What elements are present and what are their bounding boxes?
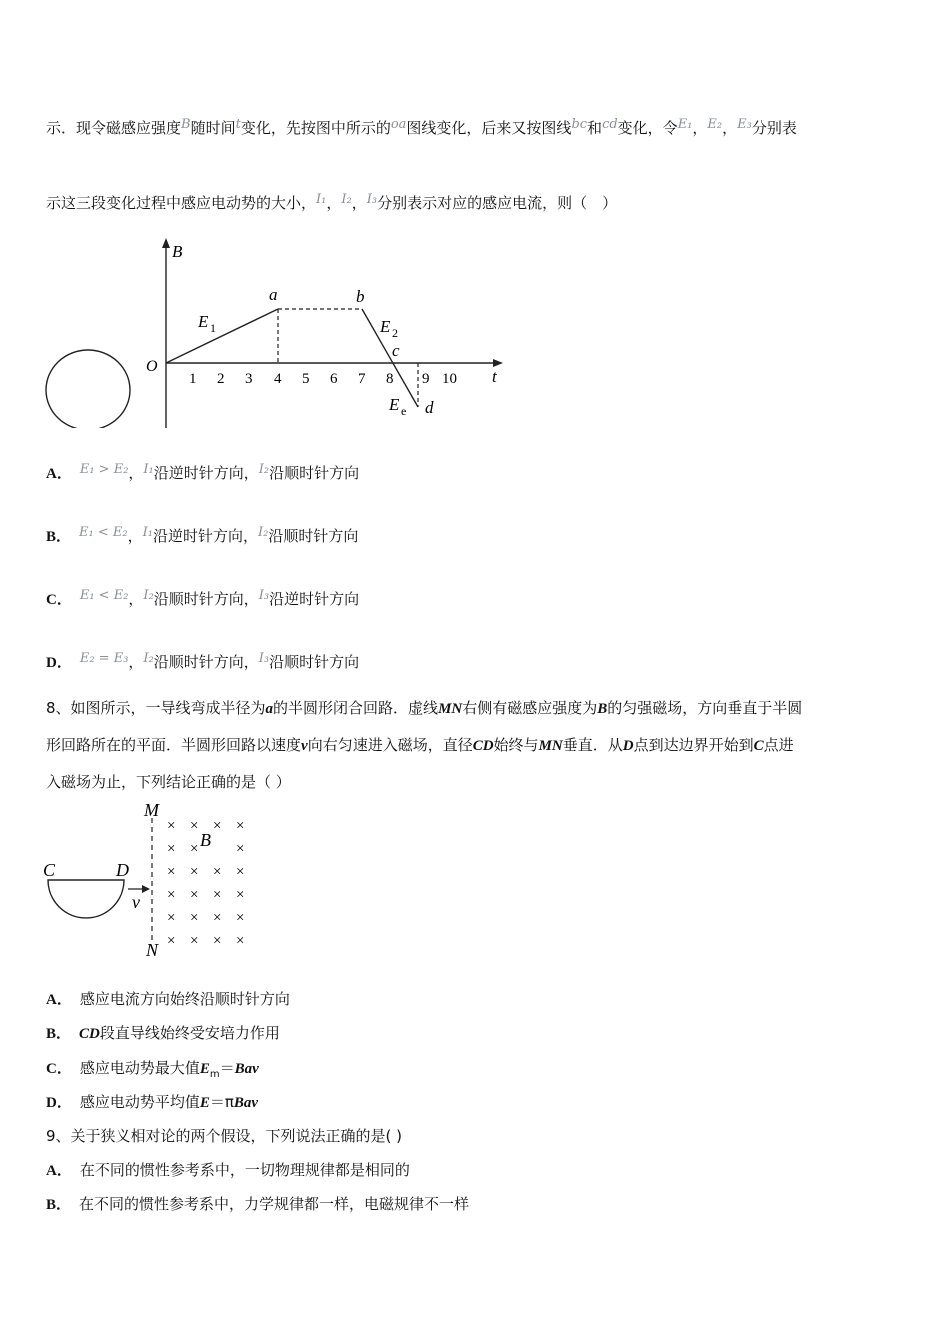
symbol-E3: E₃ [737,117,752,132]
tick-label: 2 [217,371,225,387]
q7-option-a[interactable] [46,459,359,485]
text: 沿顺时针方向 [268,527,359,545]
var-E: E [199,1095,210,1111]
coil-circle [46,350,130,428]
symbol-I: I₃ [258,588,270,603]
var-E: E [199,1061,210,1077]
symbol-I: I₂ [143,651,154,666]
tick-label: 7 [358,371,366,387]
symbol-I2: I₂ [341,192,352,207]
field-cross: × [190,933,199,949]
label-Ee-sub: e [401,404,407,418]
option-text: 段直导线始终受安培力作用 [99,1024,280,1042]
q8-stem-line-1 [46,697,802,720]
tick-labels [189,371,457,387]
option-label: A． [46,466,72,482]
text: 图线变化，后来又按图线 [406,119,572,137]
label-E2-sub: 2 [392,326,398,340]
text: 沿顺时针方向 [269,653,360,671]
symbol-E2: E₂ [707,117,723,132]
var-a: a [265,701,274,717]
field-cross: × [190,841,199,857]
text: 右侧有磁感应强度为 [462,699,598,717]
symbol-I1: I₁ [316,192,327,207]
text: 沿逆时针方向 [269,590,360,608]
y-axis-label: B [172,242,183,261]
symbol-oa: oa [390,117,407,132]
text: 沿逆时针方向， [153,464,259,482]
semicircle-field-figure [40,796,260,964]
tick-label: 1 [189,371,197,387]
text: 示．现令磁感应强度 [46,119,182,137]
pi: π [224,1093,234,1111]
option-condition: E₁ < E₂ [79,525,128,540]
text: 示这三段变化过程中感应电动势的大小， [46,194,317,212]
equals: ＝ [209,1093,225,1111]
option-label: B． [46,1197,72,1213]
label-E1-sub: 1 [210,321,216,335]
text: 点进 [763,736,794,754]
option-label: C． [46,1061,72,1077]
symbol-cd: cd [602,117,618,132]
var-CD: CD [472,738,494,754]
tick-label: 5 [302,371,310,387]
text: 分别表示对应的感应电流，则（ ） [377,194,618,212]
text: 的半圆形闭合回路．虚线 [273,699,439,717]
field-cross: × [167,910,176,926]
symbol-I: I₂ [258,462,270,477]
option-text: 感应电流方向始终沿顺时针方向 [79,990,290,1008]
q7-stem-line-1 [46,114,797,139]
q9-option-a[interactable] [46,1159,410,1182]
x-axis-label: t [492,367,497,386]
label-E2: E [380,317,391,336]
tick-label: 4 [274,371,282,387]
option-text: 感应电动势平均值 [79,1093,200,1111]
field-cross: × [167,887,176,903]
label-C: C [43,860,56,880]
q8-stem-line-2 [46,734,794,757]
label-B: B [200,830,211,850]
option-text: 在不同的惯性参考系中，力学规律都一样，电磁规律不一样 [79,1195,470,1213]
field-cross: × [213,910,222,926]
text: 沿顺时针方向， [153,590,259,608]
value: Bav [234,1061,259,1077]
var-v: v [301,738,308,754]
q8-option-b[interactable] [46,1022,280,1045]
field-cross: × [236,841,245,857]
label-M: M [144,800,159,820]
q8-stem-line-3: 入磁场为止，下列结论正确的是（ ） [46,773,291,791]
label-Ee: E [389,395,400,414]
var-MN: MN [438,701,463,717]
equals: ＝ [219,1059,235,1077]
symbol-I: I₃ [258,651,270,666]
field-cross: × [213,887,222,903]
text: 形回路所在的平面．半圆形回路以速度 [46,736,302,754]
text: 变化，令 [617,119,678,137]
symbol-I: I₁ [142,525,153,540]
option-label: D． [46,1095,72,1111]
separator: ， [128,653,144,671]
text: 变化，先按图中所示的 [240,119,391,137]
field-cross: × [213,818,222,834]
field-cross: × [167,864,176,880]
label-D: D [116,860,129,880]
symbol-I: I₂ [143,588,154,603]
var-CD: CD [79,1026,100,1042]
b-t-graph [40,232,520,428]
option-text: 在不同的惯性参考系中，一切物理规律都是相同的 [79,1161,410,1179]
symbol-I3: I₃ [366,192,378,207]
separator: ， [351,194,367,212]
option-label: A． [46,992,72,1008]
option-label: D． [46,655,72,671]
text: 沿顺时针方向 [269,464,360,482]
field-cross: × [167,841,176,857]
tick-label: 3 [245,371,253,387]
segment-oa [166,309,278,363]
symbol-bc: bc [571,117,588,132]
symbol-B: B [181,117,191,132]
option-condition: E₂ = E₃ [79,651,129,666]
field-cross: × [236,887,245,903]
field-cross: × [213,864,222,880]
q7-stem-line-2 [46,189,617,214]
text: 点到达边界开始到 [633,736,754,754]
symbol-I: I₂ [257,525,269,540]
tick-label: 6 [330,371,338,387]
option-label: C． [46,592,72,608]
field-cross: × [167,818,176,834]
subscript: m [209,1069,220,1080]
point-d-label: d [425,398,434,417]
field-cross: × [236,910,245,926]
separator: ， [128,464,144,482]
q8-option-a[interactable] [46,988,290,1011]
text: 的匀强磁场，方向垂直于半圆 [607,699,803,717]
field-cross: × [190,910,199,926]
text: 和 [587,119,603,137]
field-cross: × [190,818,199,834]
x-axis-arrow [493,359,503,367]
separator: ， [326,194,342,212]
field-cross: × [213,933,222,949]
separator: ， [722,119,738,137]
option-label: A． [46,1163,72,1179]
field-cross: × [190,887,199,903]
field-cross: × [236,933,245,949]
symbol-I: I₁ [143,462,154,477]
q9-option-b[interactable] [46,1193,469,1216]
q9-stem: 9、关于狭义相对论的两个假设，下列说法正确的是( ) [46,1127,403,1145]
tick-label: 8 [386,371,394,387]
q8-option-c[interactable] [46,1057,259,1086]
option-text: 感应电动势最大值 [79,1059,200,1077]
symbol-t: t [235,117,241,132]
separator: ， [128,590,144,608]
q7-figure [40,232,520,432]
text: 随时间 [190,119,236,137]
label-v: v [132,892,140,912]
field-cross: × [236,818,245,834]
origin-label: O [146,358,158,375]
label-N: N [146,940,159,960]
var-B: B [597,701,608,717]
point-a-label: a [269,285,278,304]
var-D: D [622,738,634,754]
separator: ， [127,527,143,545]
text: 始终与 [493,736,539,754]
option-label: B． [46,529,72,545]
semicircle-loop [48,880,124,918]
value: Bav [233,1095,259,1111]
tick-label: 10 [442,371,457,387]
q7-option-c[interactable] [46,585,359,611]
field-cross: × [236,864,245,880]
symbol-E1: E₁ [677,117,693,132]
text: 8、如图所示，一导线弯成半径为 [46,699,266,717]
q8-option-d[interactable] [46,1091,258,1114]
q7-option-d[interactable] [46,648,359,674]
y-axis-arrow [162,238,170,248]
text: 向右匀速进入磁场，直径 [307,736,473,754]
q7-option-b[interactable] [46,522,358,548]
text: 沿逆时针方向， [152,527,258,545]
velocity-arrowhead [142,885,150,893]
label-E1: E [198,312,209,331]
var-MN: MN [538,738,563,754]
text: 分别表 [751,119,797,137]
text: 垂直．从 [562,736,623,754]
text: 沿顺时针方向， [153,653,259,671]
field-cross: × [167,933,176,949]
point-b-label: b [356,287,365,306]
tick-label: 9 [422,371,430,387]
separator: ， [692,119,708,137]
point-c-label: c [392,341,400,360]
option-condition: E₁ < E₂ [79,588,129,603]
field-cross: × [190,864,199,880]
option-label: B． [46,1026,72,1042]
var-C: C [753,738,764,754]
option-condition: E₁ > E₂ [79,462,129,477]
q8-figure [40,796,260,968]
